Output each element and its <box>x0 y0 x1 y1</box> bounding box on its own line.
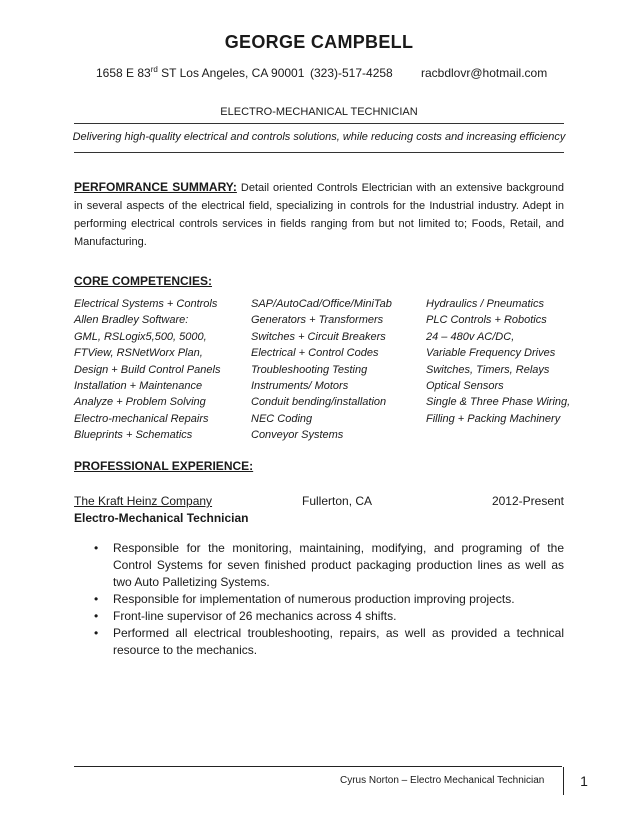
summary-section <box>74 178 564 251</box>
competency-item: Blueprints + Schematics <box>74 429 193 442</box>
footer-divider <box>74 766 562 767</box>
list-item: • Responsible for the monitoring, maintaining, modifying, and programing of the Control Systems for seven finished product packaging production lines as well as two Auto Palletizing Systems. <box>94 541 564 589</box>
competency-item: Single & Three Phase Wiring, <box>426 396 571 409</box>
company-name: The Kraft Heinz Company <box>74 494 213 508</box>
job-dates: 2012-Present <box>491 494 564 508</box>
responsibilities-list <box>74 540 564 659</box>
competency-item: Filling + Packing Machinery <box>426 412 561 425</box>
bullet-icon: • <box>94 609 99 623</box>
job-position: Electro-Mechanical Technician <box>74 511 249 525</box>
bullet-icon: • <box>94 541 99 555</box>
competency-item: Conveyor Systems <box>251 429 344 442</box>
competencies-col-1 <box>74 296 220 444</box>
list-item: • Front-line supervisor of 26 mechanics across 4 shifts. <box>94 609 397 623</box>
competency-item: Allen Bradley Software: <box>74 314 189 327</box>
page-number: 1 <box>563 767 604 795</box>
competency-item: Installation + Maintenance <box>74 380 203 393</box>
divider <box>74 152 564 153</box>
summary-heading: PERFOMRANCE SUMMARY: <box>74 180 237 194</box>
bullet-icon: • <box>94 626 99 640</box>
bullet-icon: • <box>94 592 99 606</box>
competency-item: Hydraulics / Pneumatics <box>426 298 544 310</box>
competency-item: Variable Frequency Drives <box>426 347 556 360</box>
address: 1658 E 83rd ST Los Angeles, CA 90001 <box>96 65 305 80</box>
competency-item: Optical Sensors <box>426 380 504 393</box>
competency-item: GML, RSLogix5,500, 5000, <box>74 330 207 343</box>
job-title: ELECTRO-MECHANICAL TECHNICIAN <box>220 106 418 118</box>
competency-item: NEC Coding <box>251 412 313 425</box>
summary-text: Detail oriented Controls Electrician with an extensive background in several aspects of the electrical field, specializing in controls for the Industrial industry. Adept in performing electrical controls services in fields ranging from but not limited to; Foods, Retail, and Manufacturing. <box>74 182 565 248</box>
resume-name: GEORGE CAMPBELL <box>224 32 414 52</box>
competency-item: Electrical Systems + Controls <box>74 298 218 310</box>
competencies-heading: CORE COMPETENCIES: <box>74 274 213 288</box>
job-location: Fullerton, CA <box>302 494 373 508</box>
list-item: • Responsible for implementation of numerous production improving projects. <box>94 592 515 606</box>
competency-item: Generators + Transformers <box>251 314 384 327</box>
competency-item: PLC Controls + Robotics <box>426 314 547 327</box>
competency-item: SAP/AutoCad/Office/MiniTab <box>251 298 392 310</box>
job-header-row <box>74 494 564 512</box>
tagline: Delivering high-quality electrical and controls solutions, while reducing costs and increasing efficiency <box>72 131 566 143</box>
competency-item: Switches, Timers, Relays <box>426 363 550 376</box>
competency-item: Electro-mechanical Repairs <box>74 412 209 425</box>
competency-item: Switches + Circuit Breakers <box>251 330 386 343</box>
divider <box>74 123 564 124</box>
experience-heading: PROFESSIONAL EXPERIENCE: <box>74 459 254 473</box>
email: racbdlovr@hotmail.com <box>421 66 548 80</box>
competencies-col-2 <box>251 296 392 444</box>
competency-item: Conduit bending/installation <box>251 396 387 409</box>
competencies-col-3 <box>426 296 570 427</box>
footer-text: Cyrus Norton – Electro Mechanical Technician <box>340 775 545 786</box>
competency-item: 24 – 480v AC/DC, <box>426 330 515 343</box>
phone: (323)-517-4258 <box>310 66 393 80</box>
list-item: • Performed all electrical troubleshooting, repairs, as well as provided a technical resource to the mechanics. <box>94 626 564 657</box>
competency-item: Instruments/ Motors <box>251 380 349 393</box>
competency-item: FTView, RSNetWorx Plan, <box>74 347 203 360</box>
competency-item: Analyze + Problem Solving <box>74 396 206 409</box>
competency-item: Troubleshooting Testing <box>251 363 368 376</box>
competency-item: Electrical + Control Codes <box>251 347 379 360</box>
competency-item: Design + Build Control Panels <box>74 363 221 376</box>
